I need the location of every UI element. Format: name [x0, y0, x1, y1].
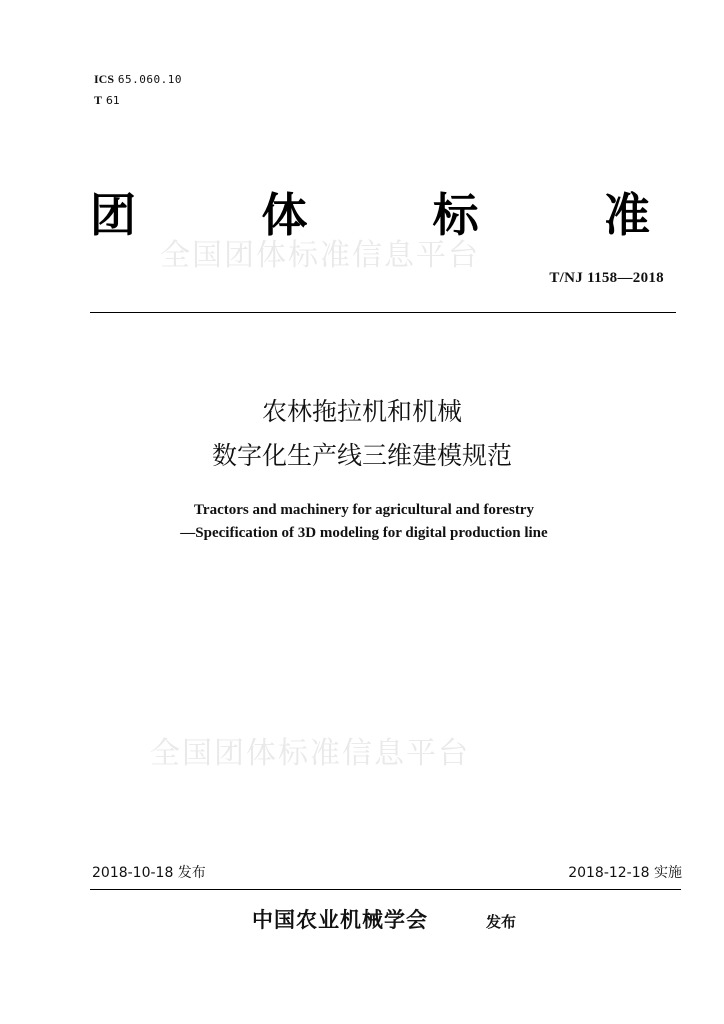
standard-type-char: 团 — [90, 188, 136, 242]
ics-value: 65.060.10 — [117, 73, 182, 86]
standard-number: T/NJ 1158—2018 — [549, 270, 664, 286]
category-value: 61 — [105, 94, 120, 107]
implementation-date: 2018-12-18 实施 — [568, 865, 682, 881]
standard-type-heading — [90, 186, 650, 244]
standard-type-char: 准 — [603, 188, 650, 242]
title-en-line1: Tractors and machinery for agricultural and forestry — [194, 502, 534, 518]
watermark-middle: 全国团体标准信息平台 — [150, 736, 470, 771]
bottom-divider — [90, 889, 681, 890]
category-code — [94, 93, 120, 108]
publisher-suffix: 发布 — [486, 913, 517, 931]
title-en-line2: —Specification of 3D modeling for digital production line — [180, 525, 548, 541]
publisher-name: 中国农业机械学会 — [252, 908, 428, 932]
standard-type-char: 体 — [261, 188, 308, 242]
top-divider — [90, 312, 676, 313]
ics-code — [94, 72, 182, 87]
category-label: T — [94, 93, 103, 107]
ics-label: ICS — [94, 72, 115, 86]
watermark-top: 全国团体标准信息平台 — [160, 238, 480, 273]
standard-type-char: 标 — [432, 188, 479, 242]
publish-date: 2018-10-18 发布 — [92, 865, 206, 881]
title-cn-line2: 数字化生产线三维建模规范 — [211, 441, 512, 470]
title-cn-line1: 农林拖拉机和机械 — [261, 397, 462, 426]
